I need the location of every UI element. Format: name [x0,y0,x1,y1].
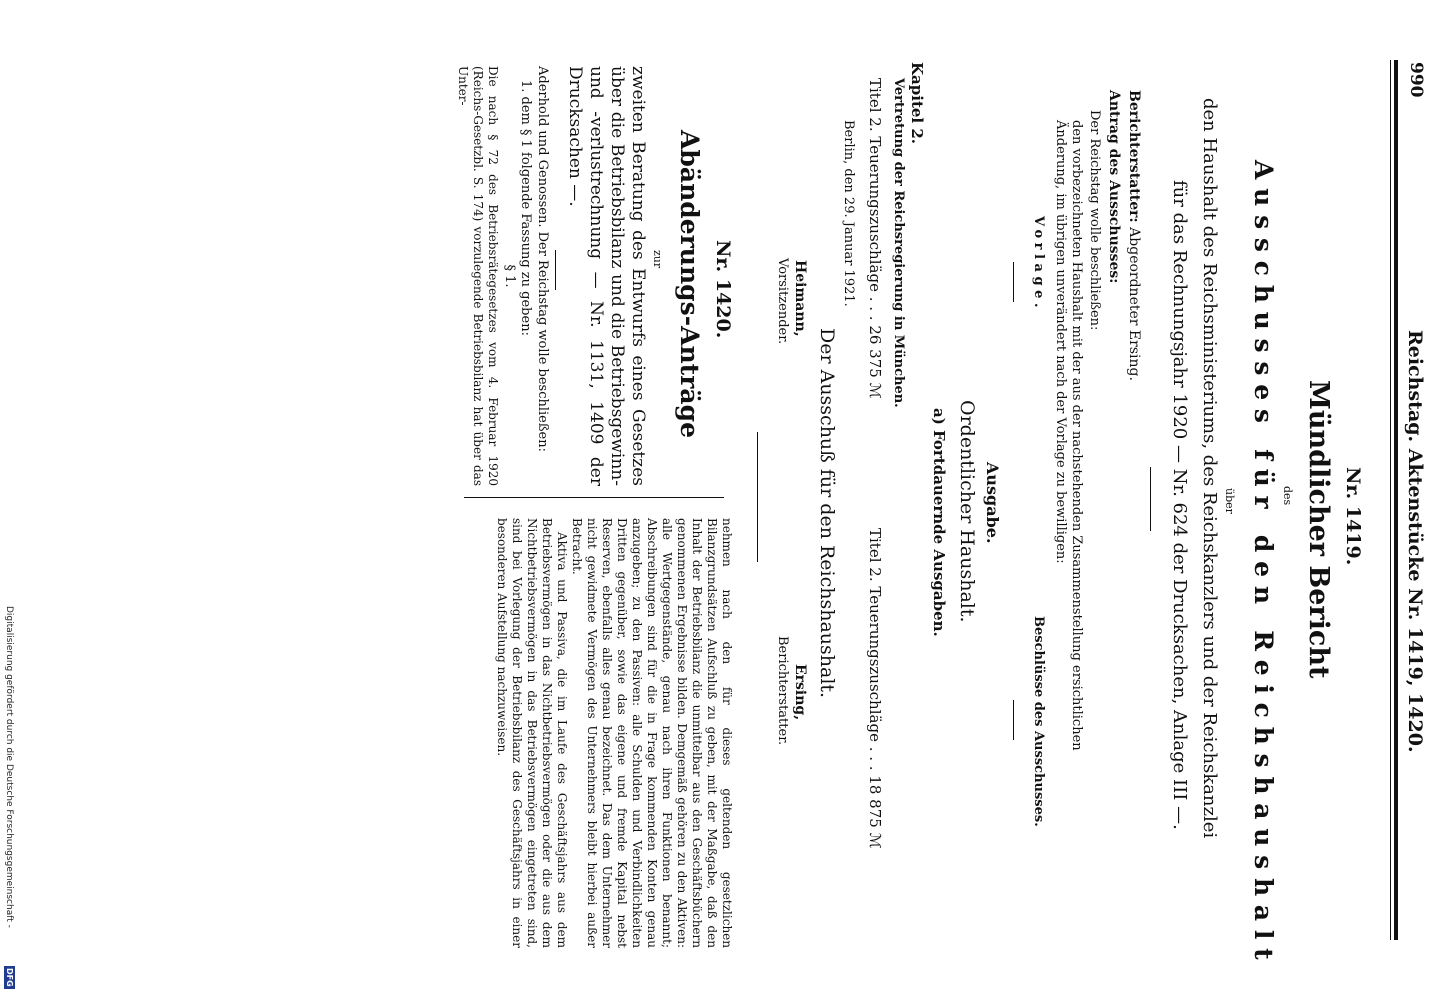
ordentlicher-heading: Ordentlicher Haushalt. [956,400,978,623]
dfg-logo: DFG [5,968,14,987]
chair-role: Vorsitzender. [775,258,790,345]
subject-line-2: für das Rechnungsjahr 1920 — Nr. 624 der Drucksachen, Anlage III —. [1169,180,1190,830]
running-head: Reichstag. Aktenstücke Nr. 1419, 1420. [1404,330,1426,753]
section-mark: § 1. [502,264,517,288]
amendment-item-1: 1. dem § 1 folgende Fassung zu geben: [518,80,534,336]
signature-committee: Der Ausschuß für den Reichshaushalt. [816,328,838,699]
column-head-beschluesse: Beschlüsse des Ausschusses. [1031,616,1046,827]
digitization-note: Digitalisierung gefördert durch die Deutsche Forschungsgemeinschaft - [4,606,14,928]
kapitel-heading: Kapitel 2. [908,62,926,144]
titel-row-left: Titel 2. Teuerungszuschläge . . . 26 375 ℳ [866,78,884,399]
header-rule-thin [1390,60,1391,940]
page-number: 990 [1406,62,1426,98]
end-rule-1419 [757,432,758,562]
column-head-vorlage: Vorlage. [1031,216,1046,313]
ausgabe-heading: Ausgabe. [983,462,1002,544]
doc-number-1420: Nr. 1420. [712,240,734,339]
motion-line-1: Der Reichstag wolle beschließen: [1087,110,1102,331]
reporter-label: Berichterstatter: [1126,90,1142,223]
subject-line-1 [1199,98,1220,838]
motion-line-2: den vorbezeichneten Haushalt mit der aus der nachstehenden Zusammenstellung ersichtlichen [1069,120,1084,751]
zur-word: zur [651,250,664,269]
doc-title-1419: Mündlicher Bericht [1303,380,1334,679]
doc-title-1420: Abänderungs-Anträge [675,130,704,438]
committee-name: Ausschusses für den Reichshaushalt [1249,160,1278,969]
subject-line-1-text: den Haushalt des Reichsministeriums, des Reichskanzlers und der Reichskanzlei [1199,98,1220,839]
amendment-rule [555,250,556,290]
reporter-line [1126,90,1142,381]
reporter-value: Abgeordneter Ersing. [1126,227,1142,381]
doc-number-1419: Nr. 1419. [1342,467,1364,566]
des-word: des [1281,486,1294,506]
reporter-signature-role: Berichterstatter. [775,636,790,746]
ueber-word: über [1223,488,1236,514]
motion-label: Antrag des Ausschusses: [1106,90,1122,284]
fortdauernde-heading: a) Fortdauernde Ausgaben. [930,408,948,637]
amendment-motion [456,66,551,486]
section-paragraph-continuation [494,518,734,948]
separator-rule [1150,467,1151,531]
section-paragraph-cont-2: Aktiva und Passiva, die im Laufe des Geschäftsjahrs aus dem Betriebsvermögen in das Nichtbetriebsvermögen oder die aus dem Nichtbetriebsvermögen in das Betriebsvermögen eingetreten sind, sind bei Vorlegung der Betriebsbilanz des Geschäftsjahrs in einer besonderen Aufstellung nachzuweisen. [495,518,569,948]
vertretung-heading: Vertretung der Reichsregierung in München. [891,78,906,408]
motion-names: Aderhold und Genossen. Der Reichstag wolle beschließen: [535,66,550,453]
chair-name: Heimann, [792,260,808,337]
titel-row-right: Titel 2. Teuerungszuschläge . . . 18 875 ℳ [866,528,884,849]
column-rule-right [1013,700,1014,740]
column-rule-left [1013,262,1014,302]
amendment-subject [564,66,648,486]
section-paragraph-cont-1: nehmen nach den für dieses geltenden gesetzlichen Bilanzgrundsätzen Aufschluß zu geben, mit der Maßgabe, daß den Inhalt der Betriebsbilanz die unmittelbar aus den Geschäftsbüchern genommenen Ergebnisse bilden. Demgemäß gehören zu den Aktiven: alle Wertgegenstände, genau nach ihren Funktionen benannt; Abschreibungen sind für die in Frage kommenden Konten genau anzugeben; zu den Passiven: alle Schulden und Verbindlichkeiten Dritten gegenüber, sowie das eigene und fremde Kapital nebst Reserven, ebenfalls alles genau bezeichnet. Das dem Unternehmer nicht gewidmete Vermögen des Unternehmers bleibt hierbei außer Betracht. [570,518,734,948]
reporter-signature-name: Ersing, [792,664,808,721]
motion-line-3: Änderung, im übrigen unverändert nach der Vorlage zu bewilligen: [1053,120,1068,564]
amendment-subject-text: zweiten Beratung des Entwurfs eines Gesetzes über die Betriebsbilanz und die Betriebsgewinn- und -verlustrechnung — Nr. 1131, 1409 der Drucksachen —. [565,66,648,486]
date-line: Berlin, den 29. Januar 1921. [841,120,856,307]
column-divider [464,497,724,498]
section-paragraph-start: Die nach § 72 des Betriebsrätegesetzes vom 4. Februar 1920 (Reichs-Gesetzbl. S. 174) vorzulegende Betriebsbilanz hat über das Unter- [456,66,501,486]
header-rule-thick [1394,60,1398,940]
